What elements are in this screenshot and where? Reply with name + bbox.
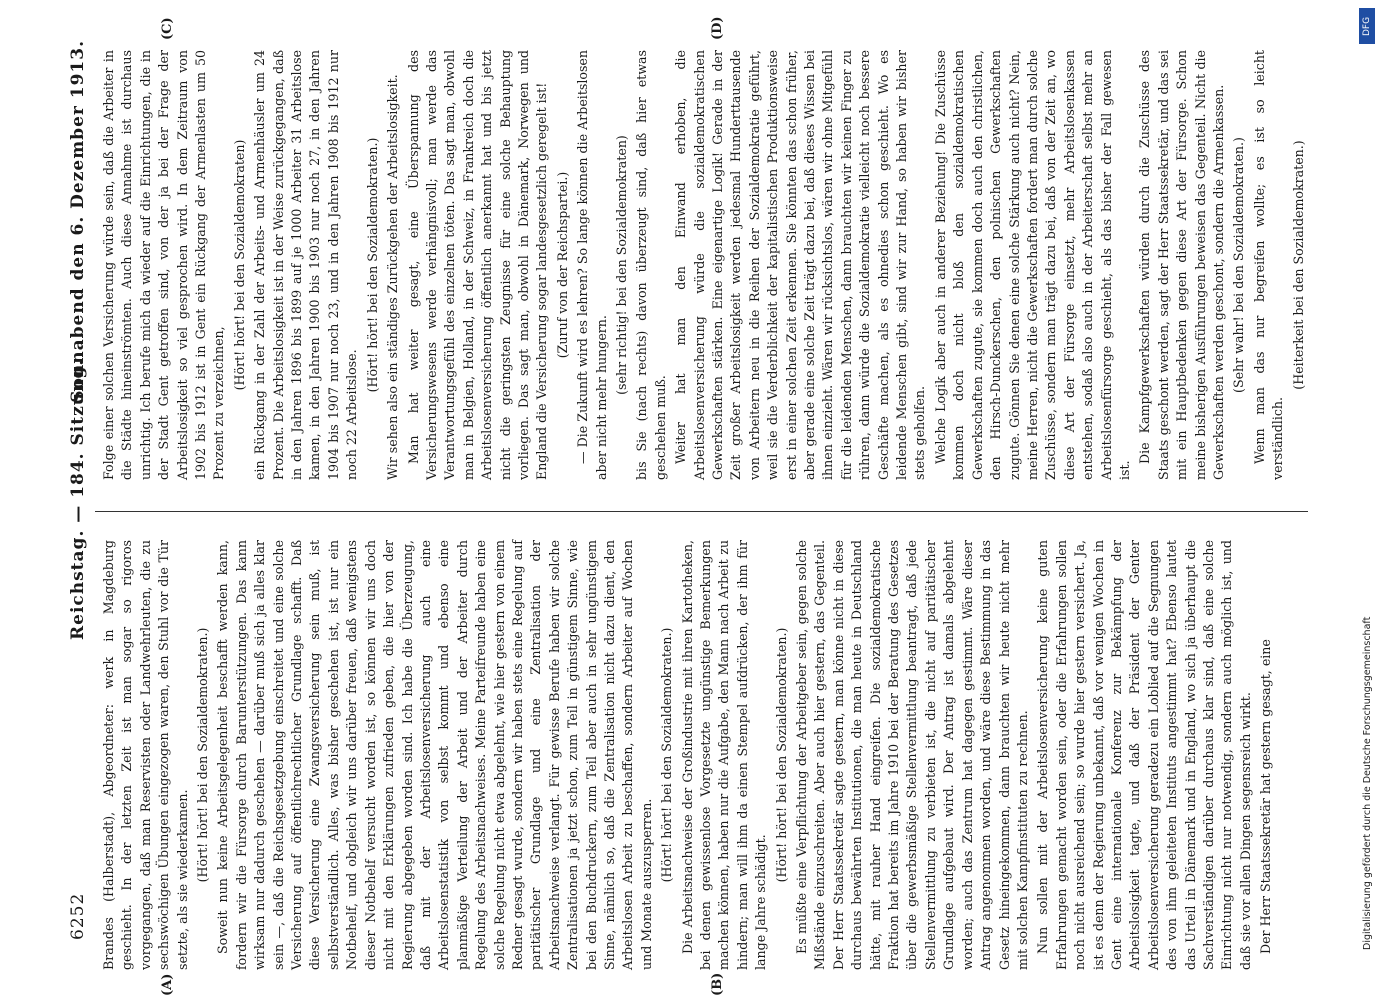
interjection: (Sehr wahr! bei den Sozialdemokraten.) [1231,137,1247,393]
paragraph: bis Sie (nach rechts) davon überzeugt sind, daß hier etwas geschehen muß. [634,50,668,480]
interjection: (Hört! hört! bei den Sozialdemokraten.) [195,627,211,883]
interjection: (sehr richtig! bei den Sozialdemokraten) [613,135,629,395]
page-number: 6252 [68,892,88,940]
paragraph: Die Kampfgewerkschaften würden durch die Zuschüsse des Staats geschont werden, sagt der Herr Staatssekretär, und das sei mit ein Hauptbedenken gegen diese Art der Fürsorge. Schon meine bisherigen Ausführungen beweisen das Gegenteil. Nicht die Gewerkschaften werden geschont, sondern die Armenkassen. [1137,50,1226,480]
interjection: (Hört! hört! bei den Sozialdemokraten.) [364,137,380,393]
digitization-note: Digitalisierung gefördert durch die Deutsche Forschungsgemeinschaft [1362,616,1373,950]
paragraph: Der Herr Staatssekretär hat gestern gesagt, eine [1258,639,1274,954]
paragraph: ein Rückgang in der Zahl der Arbeits- und Armenhäusler um 24 Prozent. Die Arbeitslosigkeit ist in der Weise zurückgegangen, daß in den Jahren 1896 bis 1899 auf je 1000 Arbeiter 31 Arbeitslose kamen, in den Jahren 1900 bis 1903 nur noch 27, in den Jahren 1904 bis 1907 nur noch 23, und in den Jahren 1908 bis 1912 nur noch 22 Arbeitslose. [252,50,360,480]
dfg-logo: DFG [1359,8,1375,44]
paragraph: Weiter hat man den Einwand erhoben, die Arbeitslosenversicherung würde die sozialdemokratischen Gewerkschaften stärken. Eine eigenartige Logik! Gerade in der Zeit großer Arbeitslosigkeit werden jedesmal Hunderttausende von Arbeitern neu in die Reihen der Sozialdemokratie geführt, weil sie die Verderblichkeit der kapitalistischen Produktionsweise erst in einer solchen Zeit erkennen. Sie könnten das schon früher, aber gerade eine solche Zeit trägt dazu bei, daß dieses Wissen bei ihnen einzieht. Wären wir rücksichtslos, wären wir ohne Mitgefühl für die leidenden Menschen, dann brauchten wir keinen Finger zu rühren, dann würde die Sozialdemokratie vielleicht noch bessere Geschäfte machen, als es ohnedies schon geschieht. Wo es leidende Menschen gibt, sind wir zur Hand, so haben wir bisher stets geholfen. [673,50,928,480]
page-date: Sonnabend den 6. Dezember 1913. [68,40,88,403]
paragraph: Nun sollen mit der Arbeitslosenversicherung keine guten Erfahrungen gemacht worden sein, oder die Erfahrungen sollen noch nicht ausreichend sein; so wurde hier gestern versichert. Ja, ist es denn der Regierung unbekannt, daß vor wenigen Wochen in Gent eine internationale Konferenz zur Bekämpfung der Arbeitslosigkeit tagte, und daß der Präsident der Genter Arbeitslosenversicherung geradezu ein Loblied auf die Segnungen des von ihm geleiteten Instituts angestimmt hat? Ebenso lautet das Urteil in Dänemark und in England, wo sich ja überhaupt die Sachverständigen darüber durchaus klar sind, daß eine solche Einrichtung nicht nur notwendig, sondern auch möglich ist, und daß sie vor allen Dingen segensreich wirkt. [1035,540,1253,970]
interjection: (Hört! hört! bei den Sozialdemokraten) [231,139,247,391]
text-column-right [100,50,1306,480]
paragraph: — Die Zukunft wird es lehren? So lange können die Arbeitslosen aber nicht mehr hungern. [575,50,609,480]
interjection: (Hört! hört! bei den Sozialdemokraten.) [773,627,789,883]
interjection: (Zuruf von der Reichspartei.) [554,171,570,359]
paragraph: Welche Logik aber auch in anderer Beziehung! Die Zuschüsse kommen doch nicht bloß den sozialdemokratischen Gewerkschaften zugute, sie kommen doch auch den christlichen, den Hirsch-Dunckerschen, den polnischen Gewerkschaften zugute. Gönnen Sie denen eine solche Stärkung auch nicht? Nein, meine Herren, nicht die Gewerkschaften fordert man durch solche Zuschüsse, sondern man trägt dazu bei, daß von der Zeit an, wo diese Art der Fürsorge einsetzt, mehr Arbeitslosenkassen entstehen, sodaß also auch in der Arbeiterschaft selbst mehr an Arbeitslosenfürsorge geschieht, als das bisher der Fall gewesen ist. [932,50,1132,480]
paragraph: Soweit nun keine Arbeitsgelegenheit beschafft werden kann, fordern wir die Fürsorge durch Barunterstützungen. Das kann wirksam nur dadurch geschehen — darüber muß sich ja alles klar sein —, daß die Reichsgesetzgebung einschreitet und eine solche Versicherung auf öffentlichrechtlicher Grundlage schafft. Daß diese Versicherung eine Zwangsversicherung sein muß, ist selbstverständlich. Alles, was bisher geschehen ist, ist nur ein Notbehelf, und obgleich wir uns darüber freuen, daß wenigstens dieser Notbehelf versucht worden ist, so können wir uns doch nicht mit den Erklärungen zufrieden geben, die hier von der Regierung abgegeben worden sind. Ich habe die Überzeugung, daß mit der Arbeitslosenversicherung auch eine Arbeitslosenstatistik von selbst kommt und ebenso eine planmäßige Verteilung der Arbeit und der Arbeiter durch Regelung des Arbeitsnachweises. Meine Parteifreunde haben eine solche Regelung nicht etwa abgelehnt, wie hier gestern von einem Redner gesagt wurde, sondern wir haben stets eine Regelung auf paritätischer Grundlage und eine Zentralisation der Arbeitsnachweise verlangt. Für gewisse Berufe haben wir solche Zentralisationen ja jetzt schon, zum Teil in günstigem Sinne, wie bei den Buchdruckern, zum Teil aber auch in sehr ungünstigem Sinne, nämlich so, daß die Zentralisation nicht dazu dient, den Arbeitslosen Arbeit zu beschaffen, sondern Arbeiter auf Wochen und Monate auszusperren. [215,540,654,970]
column-divider [95,511,1308,512]
text-column-left [100,540,1303,970]
margin-marker-a: (A) [160,973,175,996]
document-page [40,0,1323,1000]
paragraph: Die Arbeitsnachweise der Großindustrie mit ihren Kartotheken, bei denen gewissenlose Vorgesetzte ungünstige Bemerkungen machen können, haben nur die Aufgabe, den Mann nach Arbeit zu hindern; man will ihm da einen Stempel aufdrücken, der ihm für lange Jahre schädigt. [679,540,769,970]
margin-marker-b: (B) [710,972,725,996]
page-title: Reichstag. — 184. Sitzung. [68,358,88,640]
paragraph: Folge einer solchen Versicherung würde sein, daß die Arbeiter in die Städte hineinströmten. Auch diese Annahme ist durchaus unrichtig. Ich berufe mich da wieder auf die Einrichtungen, die in der Stadt Gent getroffen sind, von der ja bei der Frage der Arbeitslosigkeit so viel gesprochen wird. In dem Zeitraum von 1902 bis 1912 ist in Gent ein Rückgang der Armenlasten um 50 Prozent zu verzeichnen, [101,50,227,480]
interjection: (Heiterkeit bei den Sozialdemokraten.) [1290,140,1306,390]
paragraph: Brandes (Halberstadt), Abgeordneter: werk in Magdeburg geschieht. In der letzten Zeit ist man sogar so rigoros vorgegangen, daß man Reservisten oder Landwehrleuten, die zu sechswöchigen Übungen eingezogen waren, den Stuhl vor die Tür setzte, als sie wiederkamen. [101,540,190,970]
paragraph: Es müßte eine Verpflichtung der Arbeitgeber sein, gegen solche Mißstände einzuschreiten. Aber auch hier gestern, das Gegenteil. Der Herr Staatssekretär sagte gestern, man könne nicht in diese durchaus bewährten Institutionen, die man heute in Deutschland hätte, mit rauher Hand eingreifen. Die sozialdemokratische Fraktion hat bereits im Jahre 1910 bei der Beratung des Gesetzes über die gewerbsmäßige Stellenvermittlung beantragt, daß jede Stellenvermittlung zu verbieten ist, die nicht auf paritätischer Grundlage aufgebaut wird. Der Antrag ist damals abgelehnt worden; auch das Zentrum hat dagegen gestimmt. Wäre dieser Antrag angenommen worden, und wäre diese Bestimmung in das Gesetz hineingekommen, dann brauchten wir heute nicht mehr mit solchen Kampfinstituten zu rechnen. [794,540,1030,970]
interjection: (Hört! hört! bei den Sozialdemokraten.) [659,627,675,883]
margin-marker-d: (D) [710,16,725,40]
margin-marker-c: (C) [160,17,175,40]
paragraph: Wir sehen also ein ständiges Zurückgehen der Arbeitslosigkeit. [385,74,401,480]
paragraph: Man hat weiter gesagt, eine Überspannung des Versicherungswesens werde verhängnisvoll; man werde das Verantwortungsgefühl des einzelnen töten. Das sagt man, obwohl man in Belgien, Holland, in der Schweiz, in Frankreich doch die Arbeitslosenversicherung öffentlich anerkannt hat und bis jetzt nicht die geringsten Zeugnisse für eine solche Behauptung vorliegen. Das sagt man, obwohl in Dänemark, Norwegen und England die Versicherung sogar landesgesetzlich geregelt ist! [405,50,550,480]
page-header [50,0,90,1000]
paragraph: Wenn man das nur begreifen wollte; es ist so leicht verständlich. [1251,50,1286,480]
